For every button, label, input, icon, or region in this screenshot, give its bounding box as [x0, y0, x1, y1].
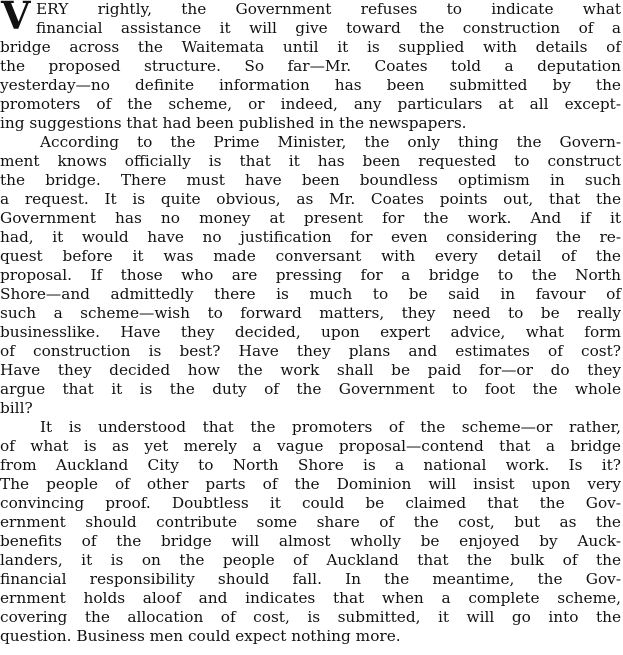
article-line: of construction is best? Have they plans and estimates of cost? — [0, 342, 621, 360]
article-line: bridge across the Waitemata until it is supplied with details of — [0, 38, 621, 56]
article-line: According to the Prime Minister, the only thing the Govern- — [40, 133, 621, 151]
drop-cap: V — [1, 0, 31, 38]
article-line: convincing proof. Doubtless it could be claimed that the Gov- — [0, 494, 621, 512]
article-line: promoters of the scheme, or indeed, any particulars at all except- — [0, 95, 621, 113]
article-line: ERY rightly, the Government refuses to indicate what — [36, 0, 621, 18]
article-line: question. Business men could expect nothing more. — [0, 627, 401, 645]
article-line: It is understood that the promoters of the scheme—or rather, — [40, 418, 621, 436]
article-line: Have they decided how the work shall be paid for—or do they — [0, 361, 621, 379]
article-line: landers, it is on the people of Auckland that the bulk of the — [0, 551, 621, 569]
article-line: ment knows officially is that it has been requested to construct — [0, 152, 621, 170]
article-line: of what is as yet merely a vague proposal—contend that a bridge — [0, 437, 621, 455]
article-line: such a scheme—wish to forward matters, they need to be really — [0, 304, 621, 322]
article-line: businesslike. Have they decided, upon expert advice, what form — [0, 323, 621, 341]
article-line: ing suggestions that had been published in the newspapers. — [0, 114, 467, 132]
article-line: Government has no money at present for the work. And if it — [0, 209, 621, 227]
article-line: quest before it was made conversant with every detail of the — [0, 247, 621, 265]
article-line: The people of other parts of the Dominion will insist upon very — [0, 475, 621, 493]
article-line: a request. It is quite obvious, as Mr. Coates points out, that the — [0, 190, 621, 208]
article-line: bill? — [0, 399, 33, 417]
article-line: Shore—and admittedly there is much to be said in favour of — [0, 285, 621, 303]
article-line: had, it would have no justification for even considering the re- — [0, 228, 621, 246]
article-line: argue that it is the duty of the Government to foot the whole — [0, 380, 621, 398]
article-line: financial assistance it will give toward the construction of a — [36, 19, 621, 37]
article-line: ernment should contribute some share of the cost, but as the — [0, 513, 621, 531]
article-line: financial responsibility should fall. In the meantime, the Gov- — [0, 570, 621, 588]
article-line: yesterday—no definite information has been submitted by the — [0, 76, 621, 94]
article-line: proposal. If those who are pressing for a bridge to the North — [0, 266, 621, 284]
article-line: benefits of the bridge will almost wholly be enjoyed by Auck- — [0, 532, 621, 550]
article-line: covering the allocation of cost, is submitted, it will go into the — [0, 608, 621, 626]
article-line: from Auckland City to North Shore is a national work. Is it? — [0, 456, 621, 474]
article-line: ernment holds aloof and indicates that when a complete scheme, — [0, 589, 621, 607]
article-line: the proposed structure. So far—Mr. Coates told a deputation — [0, 57, 621, 75]
article-line: the bridge. There must have been boundless optimism in such — [0, 171, 621, 189]
